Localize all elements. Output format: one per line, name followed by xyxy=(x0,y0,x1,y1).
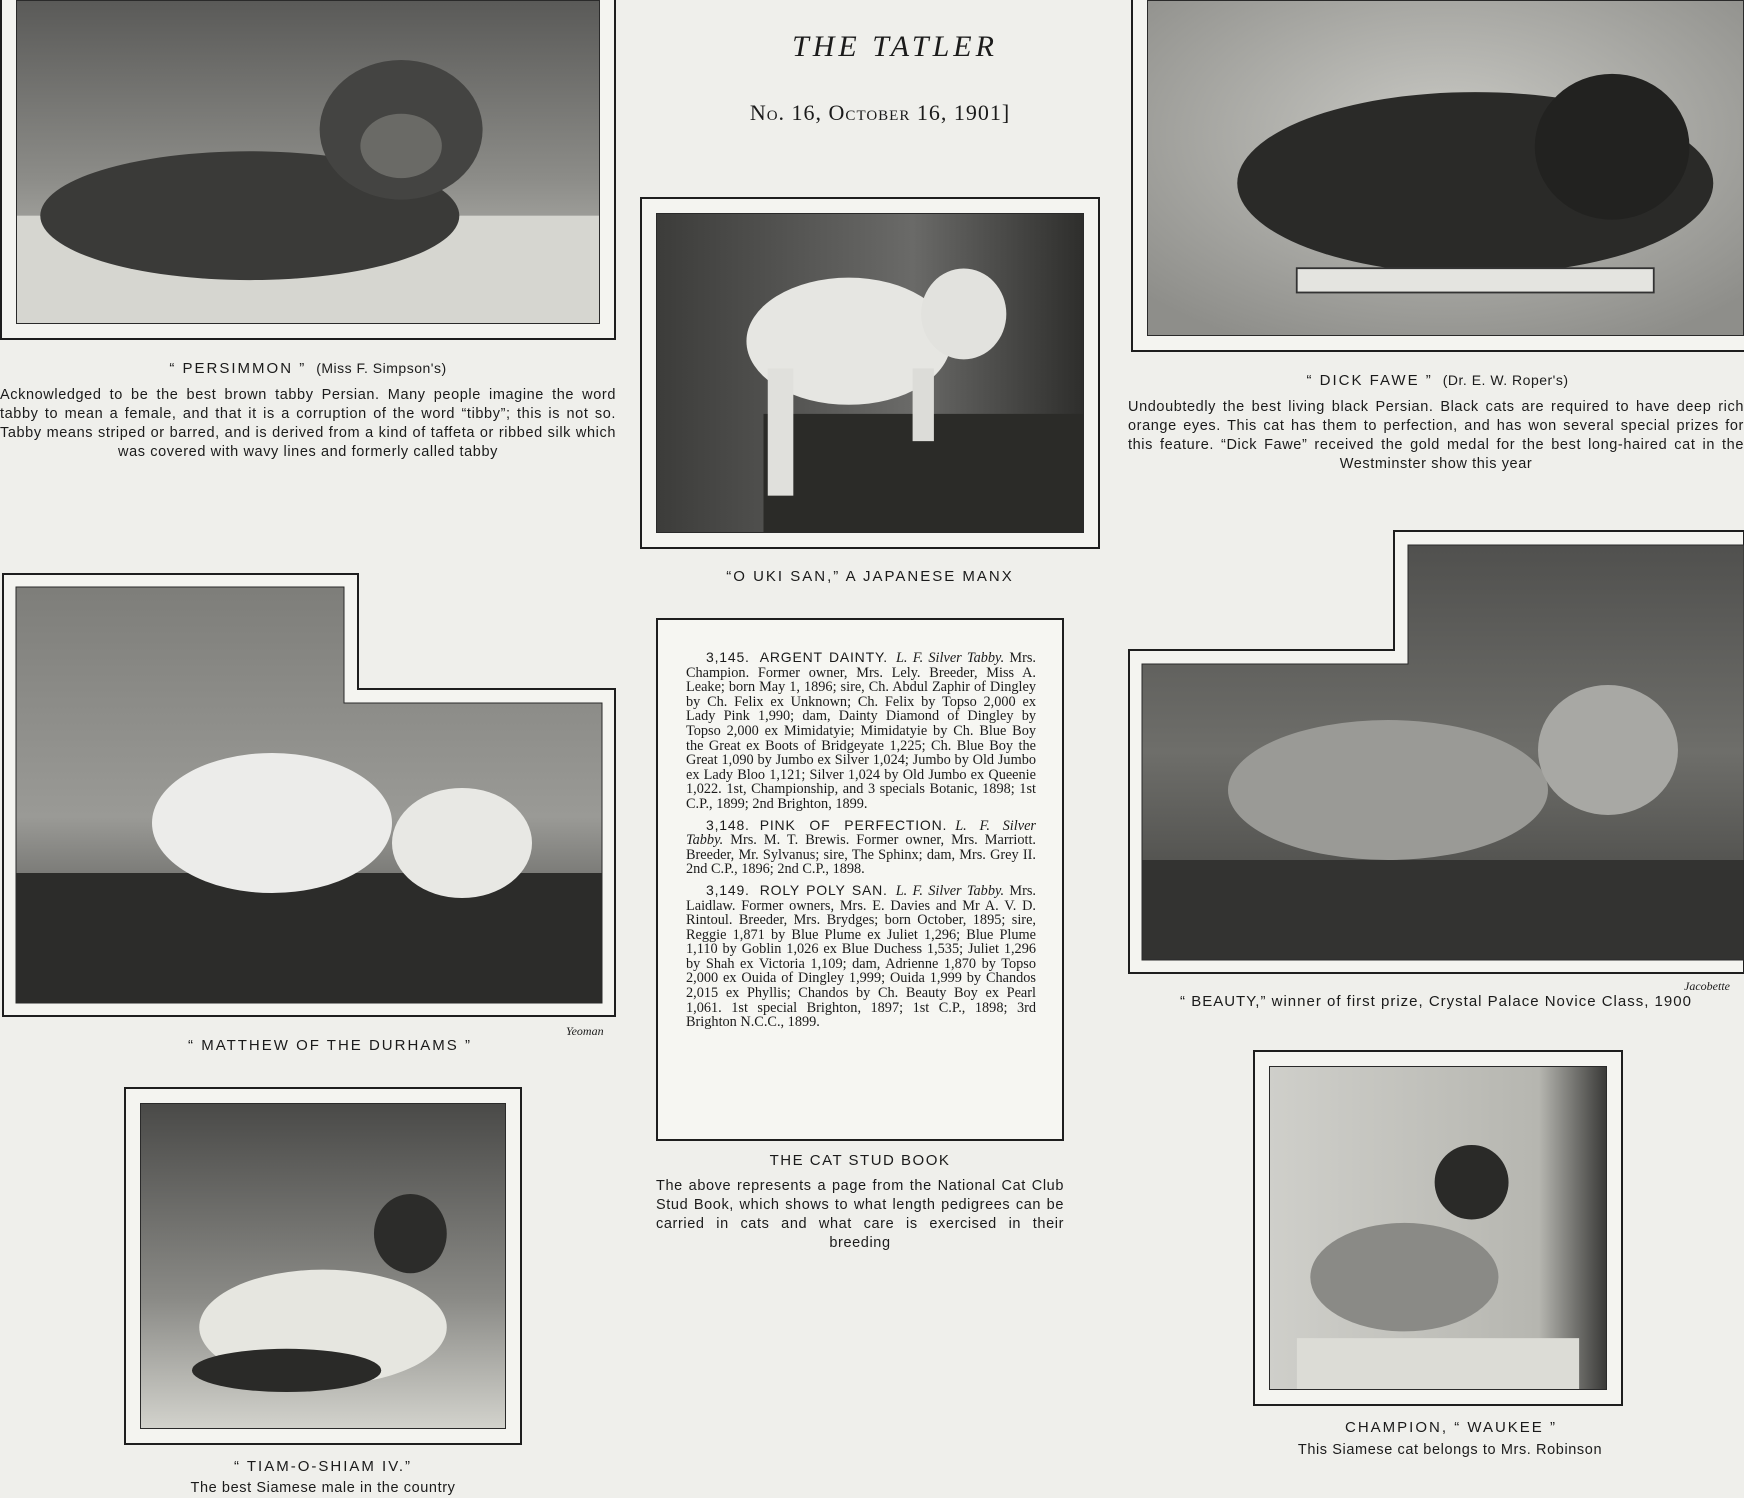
white-manx-cat-image xyxy=(657,214,1083,532)
credit-yeoman: Yeoman xyxy=(566,1024,604,1038)
issue-line: No. 16, October 16, 1901] xyxy=(749,100,1011,125)
caption-body-persimmon: Acknowledged to be the best brown tabby Persian. Many people imagine the word tabby to mean a female, and that it is a corruption of the word “tibby”; this is not so. Tabby means striped or barred, and is derived from a kind of taffeta or ribbed silk which was covered with wavy lines and formerly called tabby xyxy=(0,387,616,460)
photo-dick-fawe xyxy=(1131,0,1744,352)
cat-name: “ PERSIMMON ” xyxy=(169,360,307,377)
caption-body-tiam: The best Siamese male in the country xyxy=(190,1480,456,1496)
entry-number: 3,145. xyxy=(706,649,750,665)
siamese-cat-image xyxy=(1270,1067,1606,1389)
entry-breed: L. F. Silver Tabby. xyxy=(895,650,1005,666)
entry-name: ARGENT DAINTY. xyxy=(759,649,888,665)
caption-title-beauty: “ BEAUTY,” winner of first prize, Crystal Palace Novice Class, 1900 xyxy=(1180,993,1692,1010)
photo-beauty xyxy=(1128,530,1744,974)
owner-name: (Miss F. Simpson's) xyxy=(316,360,447,376)
entry-text: Mrs. M. T. Brewis. Former owner, Mrs. Marriott. Breeder, Mr. Sylvanus; sire, The Sphinx; dam, Mrs. Grey II. 2nd C.P., 1896; 2nd C.P., 1898. xyxy=(686,832,1036,878)
caption-title-persimmon xyxy=(0,360,616,377)
masthead: THE TATLER xyxy=(792,30,998,63)
cat-name: “ DICK FAWE ” xyxy=(1306,372,1433,389)
entry-name: PINK OF PERFECTION. xyxy=(759,816,948,833)
caption-title-dick-fawe xyxy=(1131,372,1744,389)
stud-entry xyxy=(686,883,1036,1030)
entry-name: ROLY POLY SAN. xyxy=(759,881,888,898)
caption-body-waukee: This Siamese cat belongs to Mrs. Robinson xyxy=(1297,1442,1603,1458)
photo-matthew xyxy=(2,573,616,1017)
black-persian-cat-image xyxy=(1148,1,1743,335)
owner-name: (Dr. E. W. Roper's) xyxy=(1442,372,1569,388)
entry-breed: L. F. Silver Tabby. xyxy=(686,817,1036,849)
siamese-cat-image xyxy=(141,1104,505,1428)
silver-tabby-cat-image xyxy=(1128,530,1744,974)
entry-breed: L. F. Silver Tabby. xyxy=(895,882,1005,899)
photo-o-uki-san xyxy=(640,197,1100,549)
entry-text: Mrs. Champion. Former owner, Mrs. Lely. Breeder, Miss A. Leake; born May 1, 1896; sire, Ch. Abdul Zaphir of Dingley by Ch. Felix ex Unknown; Ch. Felix by Topso 2,000 ex Lady Pink 1,990; dam, Dainty Diamond of Dingley by Topso 2,000 ex Mimidatyie; Mimidatyie by Ch. Blue Boy the Great ex Boots of Bridgeyate 1,225; Ch. Blue Boy the Great 1,090 by Jumbo ex Silver 1,024; Jumbo by Old Jumbo ex Lady Bloo 1,121; Silver 1,024 by Old Jumbo ex Queenie 1,022. 1st, Championship, and 3 specials Botanic, 1898; 1st C.P., 1899; 2nd Brighton, 1899. xyxy=(686,650,1036,812)
tabby-cat-image xyxy=(17,1,599,323)
white-persian-cat-image xyxy=(2,573,616,1017)
caption-title-stud-book: THE CAT STUD BOOK xyxy=(769,1152,951,1169)
caption-title-o-uki-san: “O UKI SAN,” A JAPANESE MANX xyxy=(726,568,1014,585)
caption-body-dick-fawe: Undoubtedly the best living black Persian. Black cats are required to have deep rich orange eyes. This cat has them to perfection, and has won several special prizes for this feature. “Dick Fawe” received the gold medal for the best long-haired cat in the Westminster show this year xyxy=(1128,399,1744,472)
caption-body-stud-book: The above represents a page from the National Cat Club Stud Book, which shows to what length pedigrees can be carried in cats and what care is exercised in their breeding xyxy=(656,1178,1064,1251)
photo-waukee xyxy=(1253,1050,1623,1406)
stud-entry xyxy=(686,650,1036,812)
caption-title-tiam: “ TIAM-O-SHIAM IV.” xyxy=(233,1458,412,1475)
credit-jacobette: Jacobette xyxy=(1684,979,1730,993)
photo-persimmon xyxy=(0,0,616,340)
caption-title-matthew: “ MATTHEW OF THE DURHAMS ” xyxy=(188,1037,472,1054)
entry-number: 3,148. xyxy=(706,816,750,833)
photo-tiam xyxy=(124,1087,522,1445)
entry-text: Mrs. Laidlaw. Former owners, Mrs. E. Davies and Mr A. V. D. Rintoul. Breeder, Mrs. Brydges; born October, 1895; sire, Reggie 1,871 by Blue Plume ex Juliet 1,296; Blue Plume 1,110 by Goblin 1,026 ex Blue Duchess 1,535; Juliet 1,296 by Shah ex Victoria 1,109; dam, Adrienne 1,870 by Topso 2,000 ex Ouida of Dingley 1,999; Ouida 1,999 by Chandos 2,015 ex Phyllis; Chandos by Ch. Beauty Boy ex Pearl 1,061. 1st special Brighton, 1897; 1st C.P., 1898; 3rd Brighton N.C.C., 1899. xyxy=(686,882,1037,1031)
entry-number: 3,149. xyxy=(706,881,750,898)
stud-entry xyxy=(686,818,1036,877)
caption-title-waukee: CHAMPION, “ WAUKEE ” xyxy=(1345,1419,1557,1436)
stud-book-page xyxy=(656,618,1064,1141)
